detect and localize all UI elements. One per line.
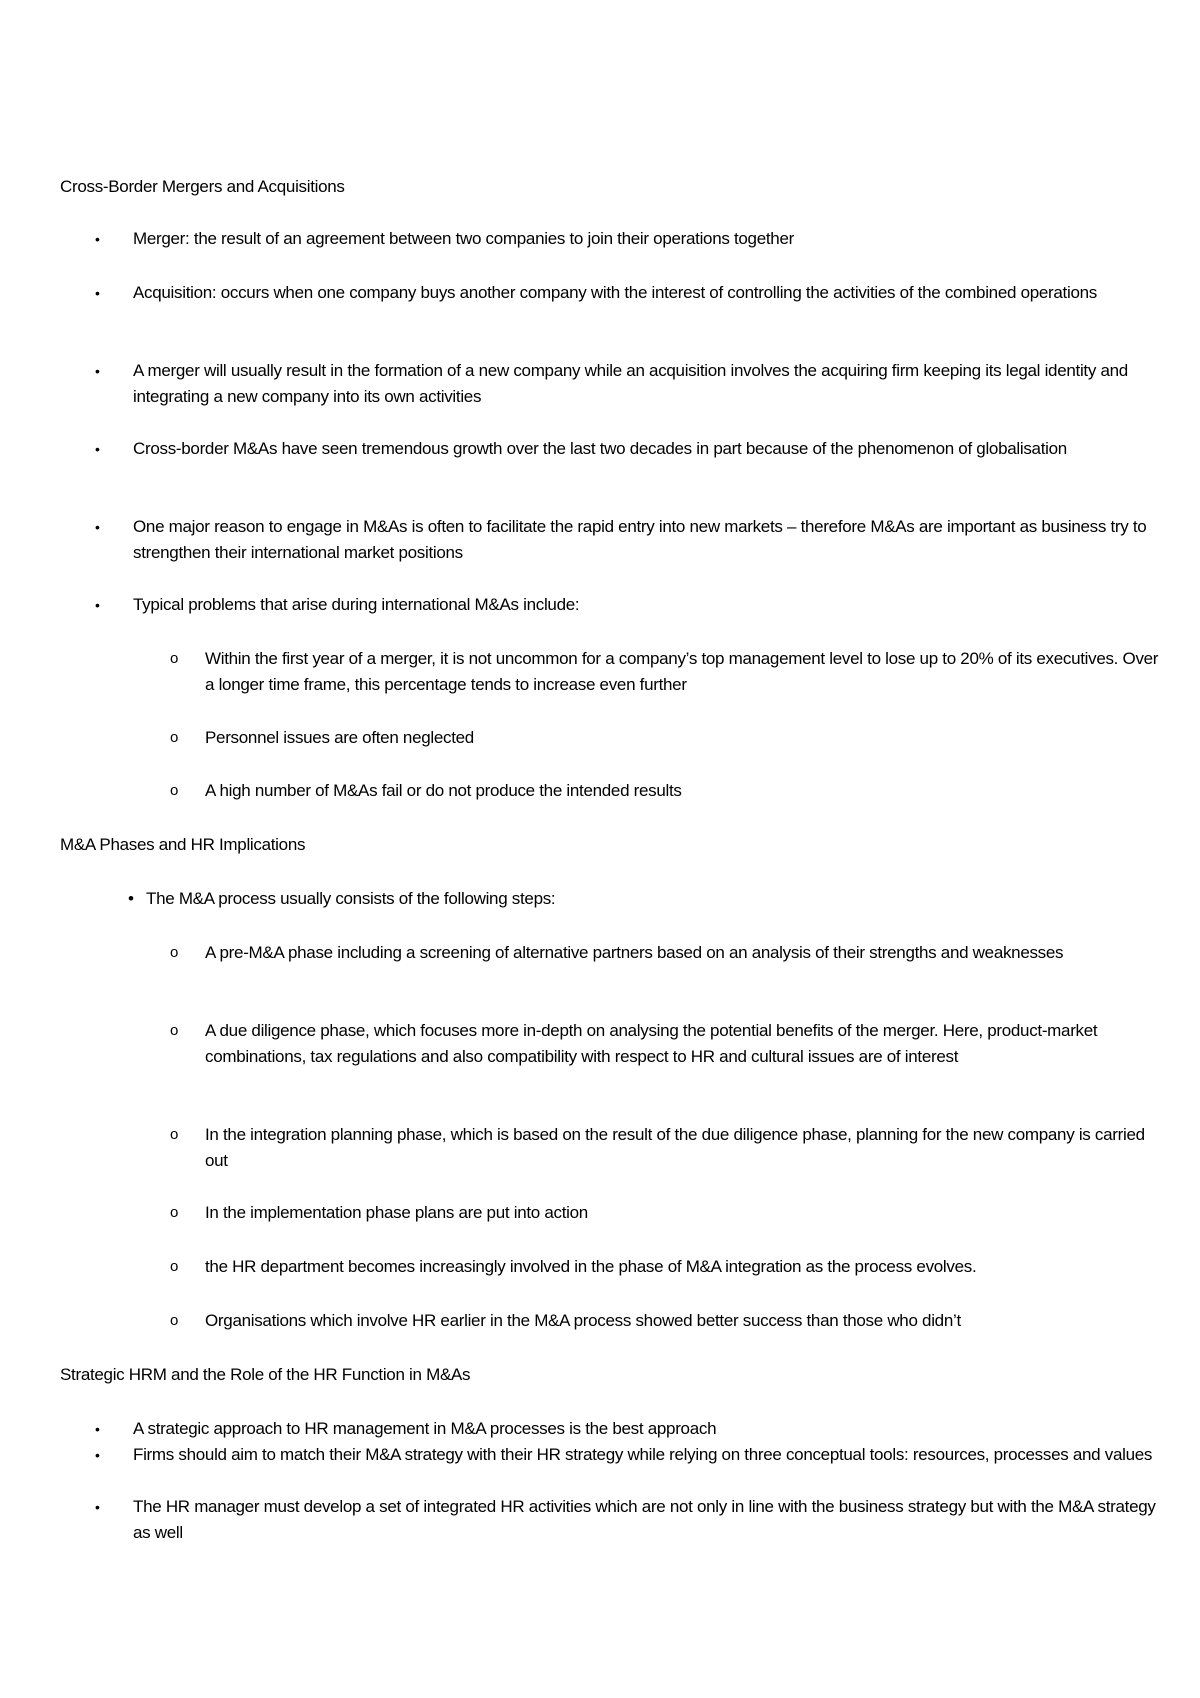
sub-list-item: In the implementation phase plans are put into action	[205, 1203, 588, 1222]
bullet-glyph: •	[95, 285, 100, 301]
list-item: A strategic approach to HR management in M&A processes is the best approach	[133, 1419, 717, 1438]
sub-list-item: A pre-M&A phase including a screening of alternative partners based on an analysis of their strengths and weaknesses	[205, 943, 1064, 962]
bullet-glyph: •	[95, 519, 100, 535]
sub-list-item: Organisations which involve HR earlier in the M&A process showed better success than those who didn’t	[205, 1311, 961, 1330]
sub-list-item: Personnel issues are often neglected	[205, 728, 474, 747]
sub-list-item: the HR department becomes increasingly involved in the phase of M&A integration as the process evolves.	[205, 1257, 977, 1276]
list-item: A merger will usually result in the formation of a new company while an acquisition involves the acquiring firm keeping its legal identity and integrating a new company into its own activities	[133, 361, 1128, 406]
sub-list-item: A high number of M&As fail or do not produce the intended results	[205, 781, 682, 800]
bullet-glyph: •	[95, 597, 100, 613]
sub-bullet-glyph: o	[170, 1258, 179, 1275]
list-item: Typical problems that arise during international M&As include:	[133, 595, 580, 614]
sub-list-item: Within the first year of a merger, it is not uncommon for a company’s top management level to lose up to 20% of its executives. Over a longer time frame, this percentage tends to increase even further	[205, 649, 1159, 694]
bullet-glyph: •	[95, 231, 100, 247]
bullet-glyph: •	[95, 1499, 100, 1515]
sub-list-item: A due diligence phase, which focuses more in-depth on analysing the potential benefits of the merger. Here, product-market combinations, tax regulations and also compatibility with respect to HR and cultural issues are of interest	[205, 1021, 1098, 1066]
bullet-glyph: •	[95, 1421, 100, 1437]
sub-bullet-glyph: o	[170, 1022, 179, 1039]
bullet-glyph: •	[95, 441, 100, 457]
section-heading-strategic-hrm: Strategic HRM and the Role of the HR Function in M&As	[60, 1365, 471, 1384]
sub-bullet-glyph: o	[170, 782, 179, 799]
sub-list-item: In the integration planning phase, which is based on the result of the due diligence phase, planning for the new company is carried out	[205, 1125, 1145, 1170]
sub-bullet-glyph: o	[170, 1204, 179, 1221]
bullet-glyph: •	[95, 1447, 100, 1463]
sub-bullet-glyph: o	[170, 944, 179, 961]
sub-bullet-glyph: o	[170, 1126, 179, 1143]
bullet-glyph: •	[128, 889, 134, 908]
section-heading-ma-phases: M&A Phases and HR Implications	[60, 835, 306, 854]
list-item: Acquisition: occurs when one company buys another company with the interest of controlling the activities of the combined operations	[133, 283, 1097, 302]
list-item: Merger: the result of an agreement between two companies to join their operations together	[133, 229, 794, 248]
sub-bullet-glyph: o	[170, 1312, 179, 1329]
list-item: Firms should aim to match their M&A strategy with their HR strategy while relying on three conceptual tools: resources, processes and values	[133, 1445, 1153, 1464]
list-item-intro: The M&A process usually consists of the following steps:	[146, 889, 556, 908]
list-item: Cross-border M&As have seen tremendous growth over the last two decades in part because of the phenomenon of globalisation	[133, 439, 1067, 458]
list-item: The HR manager must develop a set of integrated HR activities which are not only in line with the business strategy but with the M&A strategy as well	[133, 1497, 1156, 1542]
list-item: One major reason to engage in M&As is often to facilitate the rapid entry into new markets – therefore M&As are important as business try to strengthen their international market positions	[133, 517, 1147, 562]
sub-bullet-glyph: o	[170, 650, 179, 667]
bullet-glyph: •	[95, 363, 100, 379]
section-heading-cross-border: Cross-Border Mergers and Acquisitions	[60, 177, 345, 196]
sub-bullet-glyph: o	[170, 729, 179, 746]
